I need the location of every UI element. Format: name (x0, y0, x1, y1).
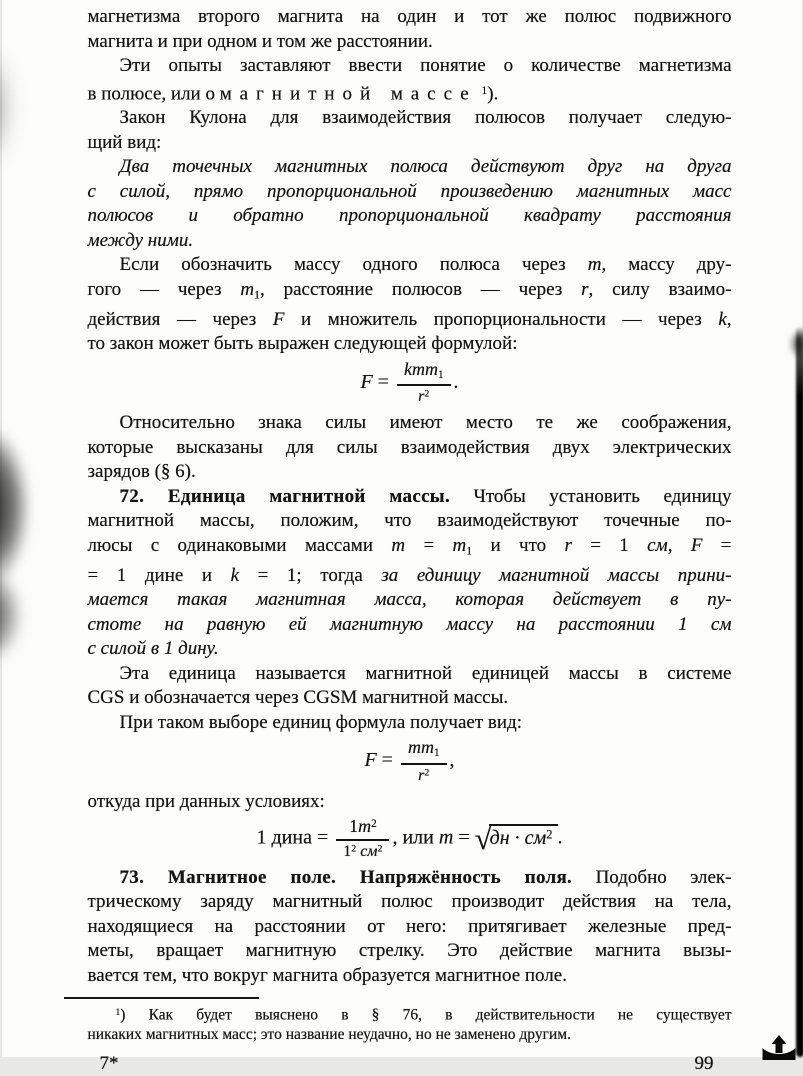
text-line: Эти опыты заставляют ввести понятие о количестве магнетизма (88, 54, 732, 79)
formula: F = $\frac{\text{kmm1}}{r^2}$ . (88, 359, 732, 408)
page-number: 99 (695, 1052, 714, 1076)
text-line: Два точечных магнитных полюса действуют друг на друга (88, 155, 732, 180)
square-root: $√дн \cdot см^2$ (475, 823, 558, 854)
paragraph (88, 54, 732, 106)
text-line: зарядов (§ 6). (88, 460, 732, 485)
text-line: магнетизма второго магнита на один и тот же полюс подвижного (88, 5, 732, 30)
paragraph (88, 411, 732, 485)
scan-artifact-left-blob-2 (0, 565, 22, 665)
text-line: магнитной массы, положим, что взаимодействуют точечные по- (88, 509, 732, 534)
text-line: трическому заряду магнитный полюс производит действия на тела, (88, 890, 732, 915)
text-line: в полюсе, или о магнитной массе $^1$). (88, 79, 732, 107)
formula: 1 дина = $\frac{1m^2}{1^2 см^2}$ , или $m = √дн \cdot см^2$ . (88, 816, 732, 862)
text-line: с силой, прямо пропорциональной произведению магнитных масс (88, 180, 732, 205)
footnote-line: никаких магнитных масс; это название неудачно, но не заменено другим. (88, 1025, 732, 1045)
text-line: гого — через m1, расстояние полюсов — через r, силу взаимо- (88, 278, 732, 308)
paragraph (88, 662, 732, 711)
footnote-line: $^1$) Как будет выяснено в § 76, в действительности не существует (88, 1003, 732, 1025)
text-line: действия — через F и множитель пропорциональности — через k, (88, 308, 732, 333)
page-footer (88, 1052, 732, 1076)
page-content (88, 5, 732, 1045)
book-page (2, 0, 802, 1057)
paragraph (88, 253, 732, 356)
text-line: находящиеся на расстоянии от него: притягивает железные пред- (88, 915, 732, 940)
fraction: $\frac{\text{kmm1}}{r^2}$ (397, 359, 451, 408)
text-line: люсы с одинаковыми массами m = m1 и что r = 1 см, F = (88, 534, 732, 564)
paragraph (88, 5, 732, 54)
formula: F = $\frac{mm1}{r^2}$ , (88, 737, 732, 786)
text-line: меты, вращает магнитную стрелку. Это действие магнита вызы- (88, 939, 732, 964)
fraction: $\frac{1m^2}{1^2 см^2}$ (336, 816, 389, 862)
paragraph (88, 866, 732, 989)
text-line: = 1 дине и k = 1; тогда за единицу магнитной массы прини- (88, 564, 732, 589)
scan-artifact-right-wedge (788, 328, 802, 360)
text-line: Если обозначить массу одного полюса через m, массу дру- (88, 253, 732, 278)
text-line: 73. Магнитное поле. Напряжённость поля. Подобно элек- (88, 866, 732, 891)
text-line: мается такая магнитная масса, которая действует в пу- (88, 588, 732, 613)
scan-artifact-right-edge (796, 326, 803, 1057)
text-line: магнита и при одном и том же расстоянии. (88, 30, 732, 55)
footnote (88, 1003, 732, 1044)
text-line: щий вид: (88, 131, 732, 156)
text-line: с силой в 1 дину. (88, 637, 732, 662)
signature-mark: 7* (100, 1052, 119, 1076)
anchor-mark-icon (760, 1035, 798, 1060)
text-line: полюсов и обратно пропорциональной квадрату расстояния (88, 204, 732, 229)
text-line: то закон может быть выражен следующей формулой: (88, 332, 732, 357)
text-line: Относительно знака силы имеют место те же соображения, (88, 411, 732, 436)
text-line: CGS и обозначается через CGSM магнитной массы. (88, 686, 732, 711)
fraction: $\frac{mm1}{r^2}$ (401, 737, 447, 786)
scan-artifact-left-blob (0, 425, 30, 590)
paragraph (88, 106, 732, 155)
text-line: При таком выборе единиц формула получает вид: (88, 711, 732, 736)
text-line: Закон Кулона для взаимодействия полюсов получает следую- (88, 106, 732, 131)
paragraph (88, 485, 732, 662)
text-line: вается тем, что вокруг магнита образуется магнитное поле. (88, 964, 732, 989)
text-line: откуда при данных условиях: (88, 790, 732, 815)
text-line: 72. Единица магнитной массы. Чтобы установить единицу (88, 485, 732, 510)
scan-artifact-left-faint (0, 40, 14, 175)
paragraph (88, 790, 732, 815)
paragraph (88, 711, 732, 736)
text-line: между ними. (88, 229, 732, 254)
text-line: стоте на равную ей магнитную массу на расстоянии 1 см (88, 613, 732, 638)
footnote-rule (64, 997, 259, 999)
text-line: Эта единица называется магнитной единицей массы в системе (88, 662, 732, 687)
text-line: которые высказаны для силы взаимодействия двух электрических (88, 436, 732, 461)
paragraph (88, 155, 732, 253)
